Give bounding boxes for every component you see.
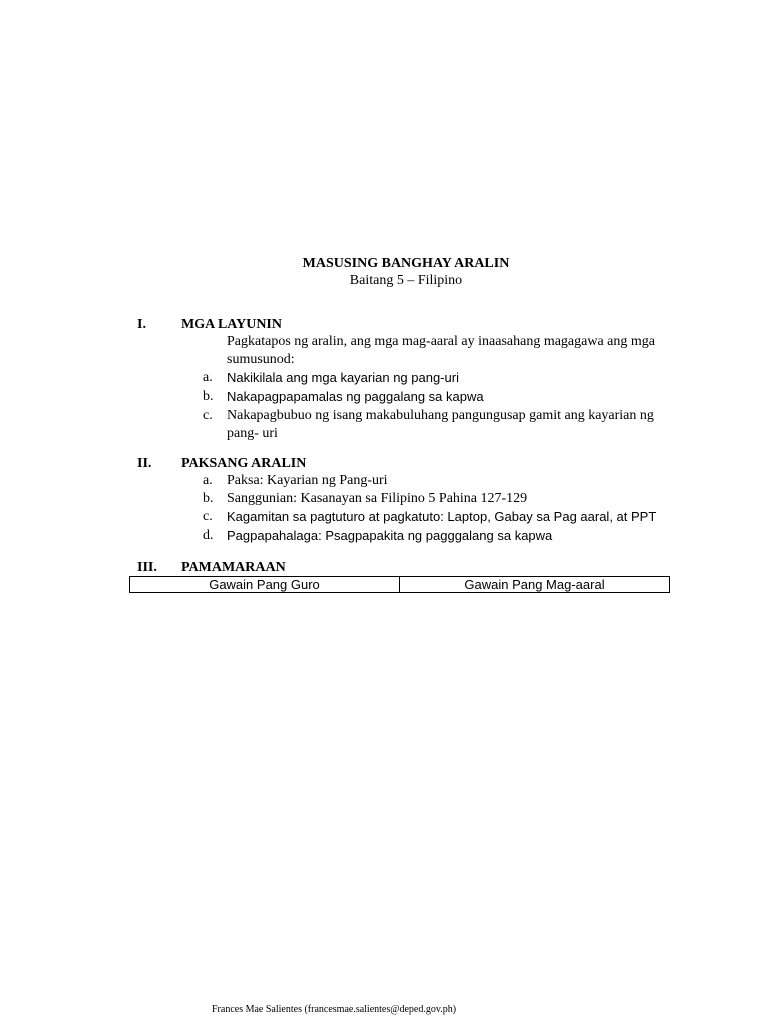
section-2-title: PAKSANG ARALIN [181,456,307,471]
table-header-teacher: Gawain Pang Guro [130,577,400,593]
list-item-text: Pagpapahalaga: Psagpapakita ng pagggalang sa kapwa [227,528,553,543]
list-item [0,369,677,388]
list-item [0,490,677,508]
table-header-student: Gawain Pang Mag-aaral [400,577,670,593]
list-marker: c. [203,408,213,423]
list-marker: a. [203,473,213,488]
list-marker: b. [203,389,214,404]
list-item [0,527,677,546]
table-row [130,577,670,593]
list-item-text: Paksa: Kayarian ng Pang-uri [227,473,388,488]
list-item [0,508,677,527]
footer-attribution: Frances Mae Salientes (francesmae.salientes@deped.gov.ph) [212,1004,457,1015]
section-1-number: I. [137,317,146,332]
list-marker: d. [203,528,214,543]
objectives-list [0,369,677,443]
objectives-intro: Pagkatapos ng aralin, ang mga mag-aaral ay inaasahang magagawa ang mga sumusunod: [227,334,655,367]
list-item-text: Nakapagbubuo ng isang makabuluhang pangungusap gamit ang kayarian ng pang- uri [227,408,654,441]
document-subtitle: Baitang 5 – Filipino [349,273,463,288]
section-1-title: MGA LAYUNIN [181,317,282,332]
list-marker: c. [203,509,213,524]
list-item-text: Kagamitan sa pagtuturo at pagkatuto: Laptop, Gabay sa Pag aaral, at PPT [227,509,657,524]
section-2-number: II. [137,456,152,471]
document-title: MASUSING BANGHAY ARALIN [302,256,510,271]
procedure-table [129,576,670,593]
list-item [0,472,677,490]
list-item-text: Sanggunian: Kasanayan sa Filipino 5 Pahina 127-129 [227,491,528,506]
list-item-text: Nakapagpapamalas ng paggalang sa kapwa [227,389,484,404]
list-marker: b. [203,491,214,506]
list-item [0,388,677,407]
list-item-text: Nakikilala ang mga kayarian ng pang-uri [227,370,459,385]
subject-matter-list [0,472,677,546]
section-3-number: III. [137,560,157,575]
list-item [0,407,677,443]
list-marker: a. [203,370,213,385]
section-3-title: PAMAMARAAN [181,560,286,575]
